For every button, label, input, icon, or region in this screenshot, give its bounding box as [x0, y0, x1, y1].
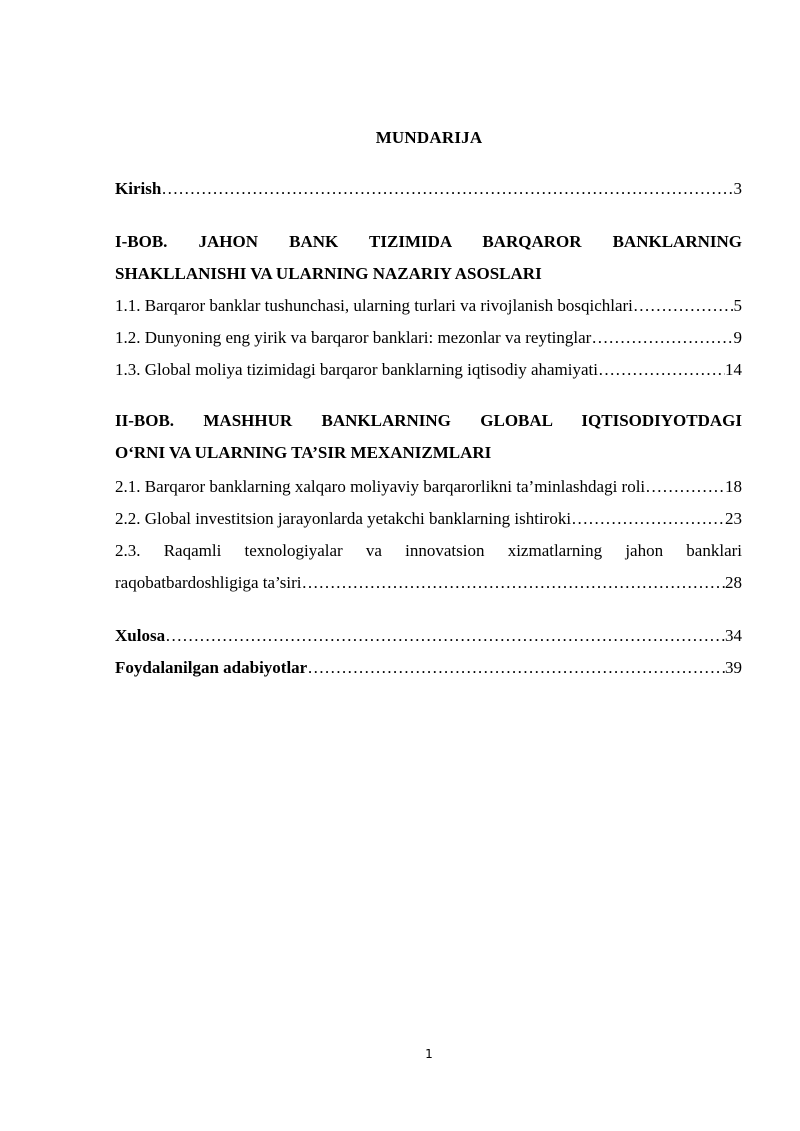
toc-entry-page: 18 — [725, 477, 742, 496]
toc-entry-label: 2.2. Global investitsion jarayonlarda yetakchi banklarning ishtiroki — [115, 509, 572, 528]
toc-entry-page: 28 — [725, 573, 742, 592]
toc-title: MUNDARIJA — [375, 128, 483, 147]
toc-entry-2-1[interactable] — [115, 471, 742, 503]
toc-entry-label: 2.3. Raqamli texnologiyalar va innovatsion xizmatlarning jahon banklari — [115, 541, 742, 560]
chapter-heading-line: I-BOB. JAHON BANK TIZIMIDA BARQAROR BANKLARNING — [115, 232, 742, 251]
toc-entry-2-2[interactable] — [115, 503, 742, 535]
toc-entry-page: 9 — [733, 328, 742, 347]
dot-leader — [165, 624, 725, 648]
toc-entry-label: 1.3. Global moliya tizimidagi barqaror banklarning iqtisodiy ahamiyati — [115, 360, 598, 379]
toc-entry-label: Foydalanilgan adabiyotlar — [115, 658, 308, 677]
toc-entry-page: 3 — [733, 179, 742, 198]
dot-leader — [571, 503, 725, 535]
dot-leader — [591, 322, 733, 354]
chapter-2-heading[interactable] — [115, 405, 742, 469]
dot-leader — [301, 567, 725, 599]
dot-leader — [161, 177, 733, 201]
chapter-1-sections — [115, 290, 742, 386]
dot-leader — [598, 354, 725, 386]
chapter-1-heading[interactable] — [115, 226, 742, 290]
toc-entry-label: Xulosa — [115, 626, 166, 645]
dot-leader — [645, 471, 725, 503]
toc-entry-label: 1.2. Dunyoning eng yirik va barqaror banklari: mezonlar va reytinglar — [115, 328, 592, 347]
dot-leader — [307, 656, 725, 680]
chapter-heading-line: II-BOB. MASHHUR BANKLARNING GLOBAL IQTISODIYOTDAGI — [115, 411, 742, 430]
toc-entry-page: 39 — [725, 658, 742, 677]
toc-entry-label-continued: raqobatbardoshligiga ta’siri — [115, 573, 302, 592]
page-number: 1 — [425, 1047, 433, 1061]
toc-entry-references[interactable] — [115, 656, 742, 680]
chapter-heading-line: O‘RNI VA ULARNING TA’SIR MEXANIZMLARI — [115, 443, 492, 462]
toc-entry-2-3[interactable] — [115, 535, 742, 599]
toc-entry-1-3[interactable] — [115, 354, 742, 386]
chapter-2-sections — [115, 471, 742, 599]
toc-entry-conclusion[interactable] — [115, 624, 742, 648]
toc-entry-label: 2.1. Barqaror banklarning xalqaro moliyaviy barqarorlikni ta’minlashdagi roli — [115, 477, 646, 496]
toc-entry-label: Kirish — [115, 179, 162, 198]
toc-entry-intro[interactable] — [115, 177, 742, 201]
chapter-heading-line: SHAKLLANISHI VA ULARNING NAZARIY ASOSLARI — [115, 264, 542, 283]
toc-entry-label: 1.1. Barqaror banklar tushunchasi, ularning turlari va rivojlanish bosqichlari — [115, 296, 633, 315]
toc-entry-page: 5 — [733, 296, 742, 315]
dot-leader — [633, 290, 734, 322]
toc-entry-page: 23 — [725, 509, 742, 528]
toc-entry-1-2[interactable] — [115, 322, 742, 354]
toc-entry-page: 14 — [725, 360, 742, 379]
toc-entry-1-1[interactable] — [115, 290, 742, 322]
toc-entry-page: 34 — [725, 626, 742, 645]
